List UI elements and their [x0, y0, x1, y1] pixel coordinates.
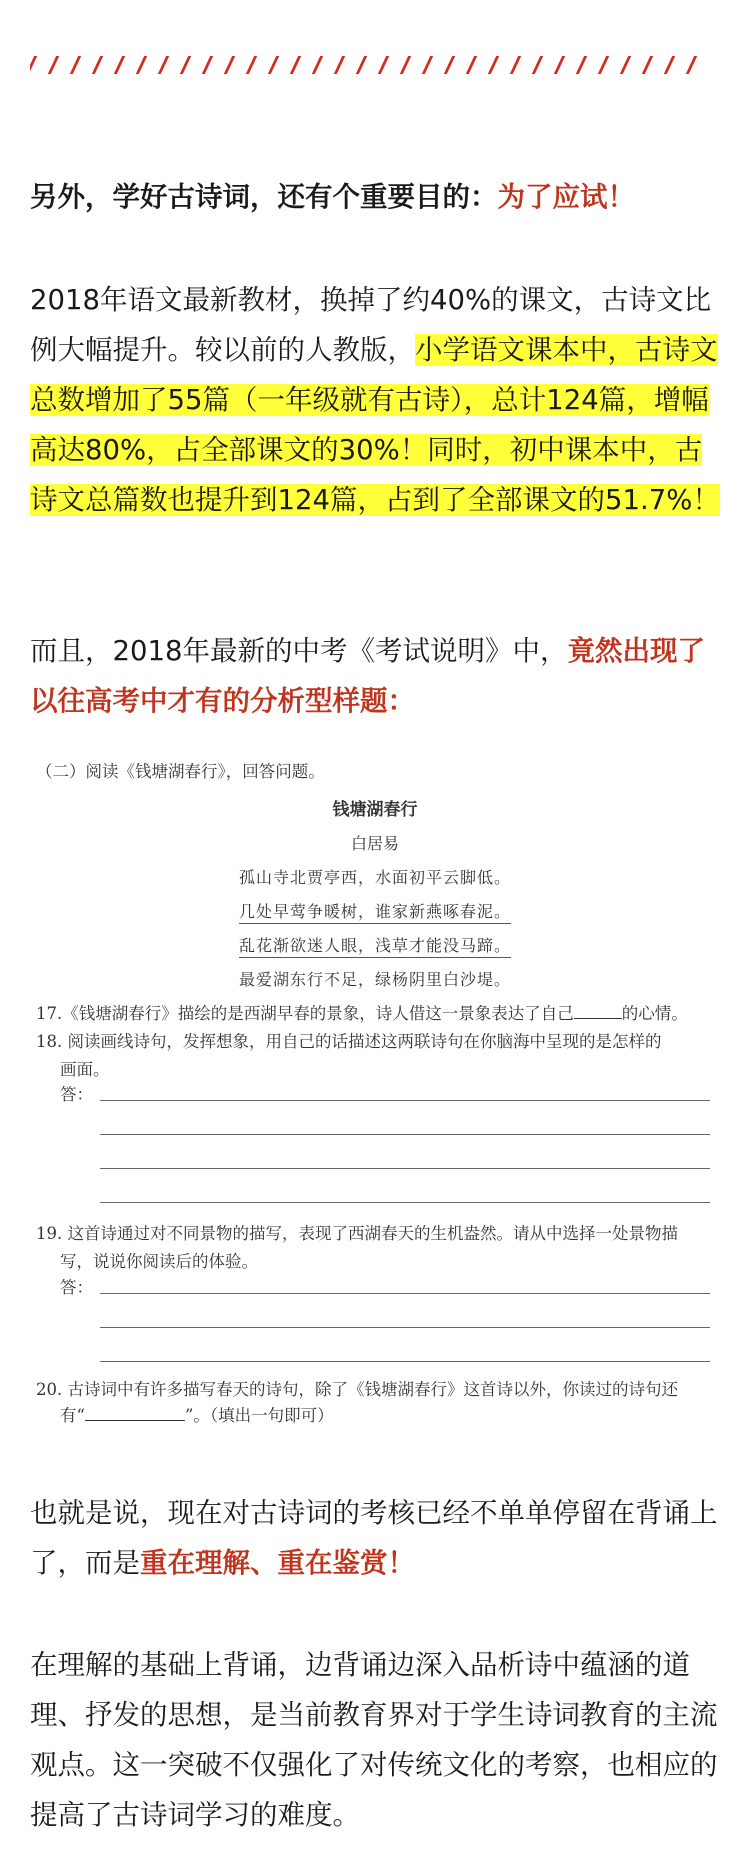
purpose-emphasis: 为了应试！ [497, 181, 635, 213]
divider-slash [664, 56, 675, 74]
q20-end: ”。（填出一句即可） [184, 1406, 334, 1425]
divider-slash [554, 56, 565, 74]
divider-slash [246, 56, 257, 74]
divider-slash [400, 56, 411, 74]
paragraph-focus [30, 1488, 725, 1588]
answer-line [100, 1361, 710, 1362]
question-19-cont: 写，说说你阅读后的体验。 [60, 1252, 258, 1271]
divider-slash [532, 56, 543, 74]
divider-slash [466, 56, 477, 74]
purpose-text: 另外，学好古诗词，还有个重要目的： [30, 181, 498, 213]
divider-slash [158, 56, 169, 74]
divider-slash [30, 56, 37, 74]
paragraph-textbook [30, 275, 725, 525]
divider-slash [312, 56, 323, 74]
answer-label: 答： [60, 1085, 93, 1104]
divider-slash [620, 56, 631, 74]
question-18-cont: 画面。 [60, 1060, 110, 1079]
divider-slash [268, 56, 279, 74]
answer-line [100, 1202, 710, 1203]
divider-slash [642, 56, 653, 74]
divider-slash [136, 56, 147, 74]
divider-slash [114, 56, 125, 74]
exam-section-heading: （二）阅读《钱塘湖春行》，回答问题。 [36, 762, 325, 781]
paragraph-purpose [30, 172, 725, 222]
paragraph-exam-intro [30, 626, 725, 726]
divider-slash [488, 56, 499, 74]
answer-line [100, 1100, 710, 1101]
divider-slash [422, 56, 433, 74]
answer-line [100, 1168, 710, 1169]
fill-blank [85, 1406, 185, 1421]
focus-text: 也就是说，现在对古诗词的考核已经不单单停留在背诵上了，而是 [30, 1497, 718, 1579]
divider-slash [510, 56, 521, 74]
answer-line [100, 1327, 710, 1328]
divider-slash [224, 56, 235, 74]
poem-line: 最爱湖东行不足，绿杨阴里白沙堤。 [238, 970, 511, 989]
focus-emphasis: 重在理解、重在鉴赏！ [140, 1547, 415, 1579]
divider-slash [378, 56, 389, 74]
question-17 [36, 1000, 688, 1024]
divider-slash [444, 56, 455, 74]
exam-sample-image [30, 748, 720, 1425]
poem-line: 几处早莺争暖树，谁家新燕啄春泥。 [239, 902, 511, 924]
divider-slash [202, 56, 213, 74]
divider-slash [334, 56, 345, 74]
question-20-cont [60, 1402, 334, 1426]
answer-line [100, 1293, 710, 1294]
divider-slash [598, 56, 609, 74]
poem-line: 孤山寺北贾亭西，水面初平云脚低。 [238, 868, 511, 887]
divider-slash [48, 56, 59, 74]
divider-slash [180, 56, 191, 74]
q17-end: 的心情。 [621, 1004, 688, 1023]
decorative-divider [30, 56, 720, 76]
poem-line-underlined [30, 899, 720, 922]
answer-label: 答： [60, 1278, 93, 1297]
question-18: 18. 阅读画线诗句，发挥想象，用自己的话描述这两联诗句在你脑海中呈现的是怎样的 [36, 1032, 662, 1051]
exam-intro-emphasis: 竟然出现了以往高考中才有的分析型样题： [30, 635, 705, 717]
q17-text: 17.《钱塘湖春行》描绘的是西湖早春的景象，诗人借这一景象表达了自己 [36, 1004, 574, 1023]
divider-slash [70, 56, 81, 74]
divider-slash [356, 56, 367, 74]
question-19: 19. 这首诗通过对不同景物的描写，表现了西湖春天的生机盎然。请从中选择一处景物描 [36, 1224, 678, 1243]
divider-slash [686, 56, 697, 74]
question-20: 20. 古诗词中有许多描写春天的诗句，除了《钱塘湖春行》这首诗以外，你读过的诗句还 [36, 1380, 678, 1399]
textbook-highlight: 小学语文课本中，古诗文总数增加了55篇（一年级就有古诗），总计124篇，增幅高达80%，占全部课文的30%！同时，初中课本中，古诗文总篇数也提升到124篇，占到了全部课文的51.7%！ [30, 334, 720, 516]
divider-slash [92, 56, 103, 74]
q20-start: 有“ [60, 1406, 85, 1425]
exam-intro-text: 而且，2018年最新的中考《考试说明》中， [30, 635, 568, 667]
fill-blank [574, 1004, 622, 1019]
paragraph-conclusion: 在理解的基础上背诵，边背诵边深入品析诗中蕴涵的道理、抒发的思想，是当前教育界对于学生诗词教育的主流观点。这一突破不仅强化了对传统文化的考察，也相应的提高了古诗词学习的难度。 [30, 1649, 718, 1831]
poem-author: 白居易 [350, 834, 399, 853]
textbook-text: 2018年语文最新教材，换掉了约40%的课文，古诗文比例大幅提升。较以前的人教版， [30, 284, 712, 366]
poem-line-underlined [30, 933, 720, 956]
answer-line [100, 1134, 710, 1135]
poem-title: 钱塘湖春行 [332, 800, 418, 820]
divider-slash [576, 56, 587, 74]
divider-slash [290, 56, 301, 74]
poem-line: 乱花渐欲迷人眼，浅草才能没马蹄。 [239, 936, 511, 958]
